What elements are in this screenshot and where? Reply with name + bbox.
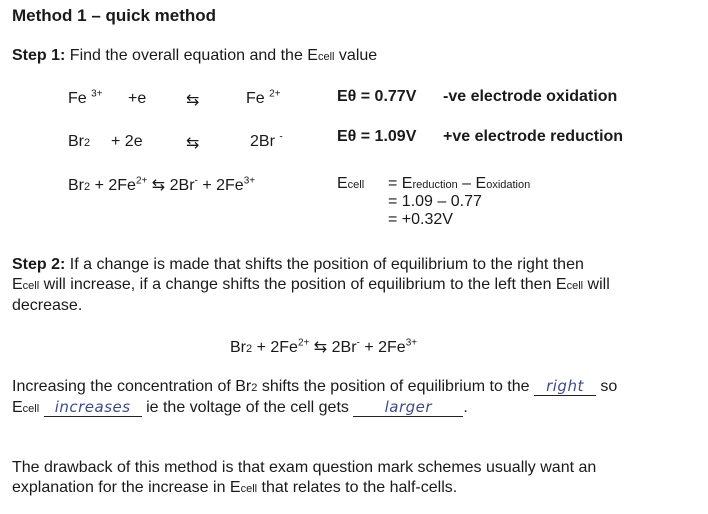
eq2-potential: Eθ = 1.09V bbox=[337, 128, 417, 145]
answer-right: right bbox=[546, 377, 584, 395]
ecell-label: Ecell bbox=[337, 175, 365, 192]
overall-equation: $Br2 + 2Fe^{2+}$ ⇆ $2Br^- + 2Fe^{3+}$ bbox=[68, 175, 256, 194]
drawback-line-1: The drawback of this method is that exam question mark schemes usually want an bbox=[12, 459, 597, 476]
fill-line-1: Increasing the concentration of Br2 shifts the position of equilibrium to the right so bbox=[12, 377, 618, 395]
eq2-right: 2Br - bbox=[250, 131, 283, 150]
eq1-electrons: +e bbox=[128, 90, 147, 107]
eq1-equilibrium-arrow: ⇆ bbox=[186, 92, 200, 109]
eq2-equilibrium-arrow: ⇆ bbox=[186, 135, 200, 152]
step2-paragraph: Step 2: If a change is made that shifts the position of equilibrium to the right then Ecell will increase, if a change shifts the position of equilibrium to the left then Ecell will decrease. bbox=[12, 256, 610, 314]
answer-increases: increases bbox=[54, 398, 131, 416]
ecell-result: = +0.32V bbox=[388, 211, 453, 228]
eq2-left: Br2 bbox=[68, 133, 91, 150]
eq1-note: -ve electrode oxidation bbox=[443, 88, 618, 105]
ecell-formula: = Ereduction – Eoxidation bbox=[388, 175, 531, 192]
eq2-note: +ve electrode reduction bbox=[443, 128, 624, 145]
eq2-electrons: + 2e bbox=[111, 133, 143, 150]
ecell-substitution: = 1.09 – 0.77 bbox=[388, 193, 482, 210]
eq1-right: Fe $^{2+}$ bbox=[246, 88, 281, 107]
answer-larger: larger bbox=[384, 398, 433, 416]
step1-text: Find the overall equation and the E bbox=[65, 47, 318, 64]
step1-heading bbox=[12, 47, 377, 65]
centered-equation: $Br2 + 2Fe^{2+}$ ⇆ $2Br^- + 2Fe^{3+}$ bbox=[230, 337, 418, 356]
step1-label: Step 1: bbox=[12, 47, 66, 64]
step1-cell-sub: cell bbox=[317, 51, 335, 63]
step1-text-end: value bbox=[334, 47, 378, 64]
page-title: Method 1 – quick method bbox=[12, 6, 217, 25]
drawback-line-2: explanation for the increase in Ecell that relates to the half-cells. bbox=[12, 479, 458, 496]
step2-label: Step 2: bbox=[12, 256, 66, 273]
eq1-left: Fe $^{3+}$ bbox=[68, 88, 103, 107]
fill-line-2: Ecell increases ie the voltage of the cell gets larger . bbox=[12, 398, 468, 416]
eq1-potential: Eθ = 0.77V bbox=[337, 88, 417, 105]
